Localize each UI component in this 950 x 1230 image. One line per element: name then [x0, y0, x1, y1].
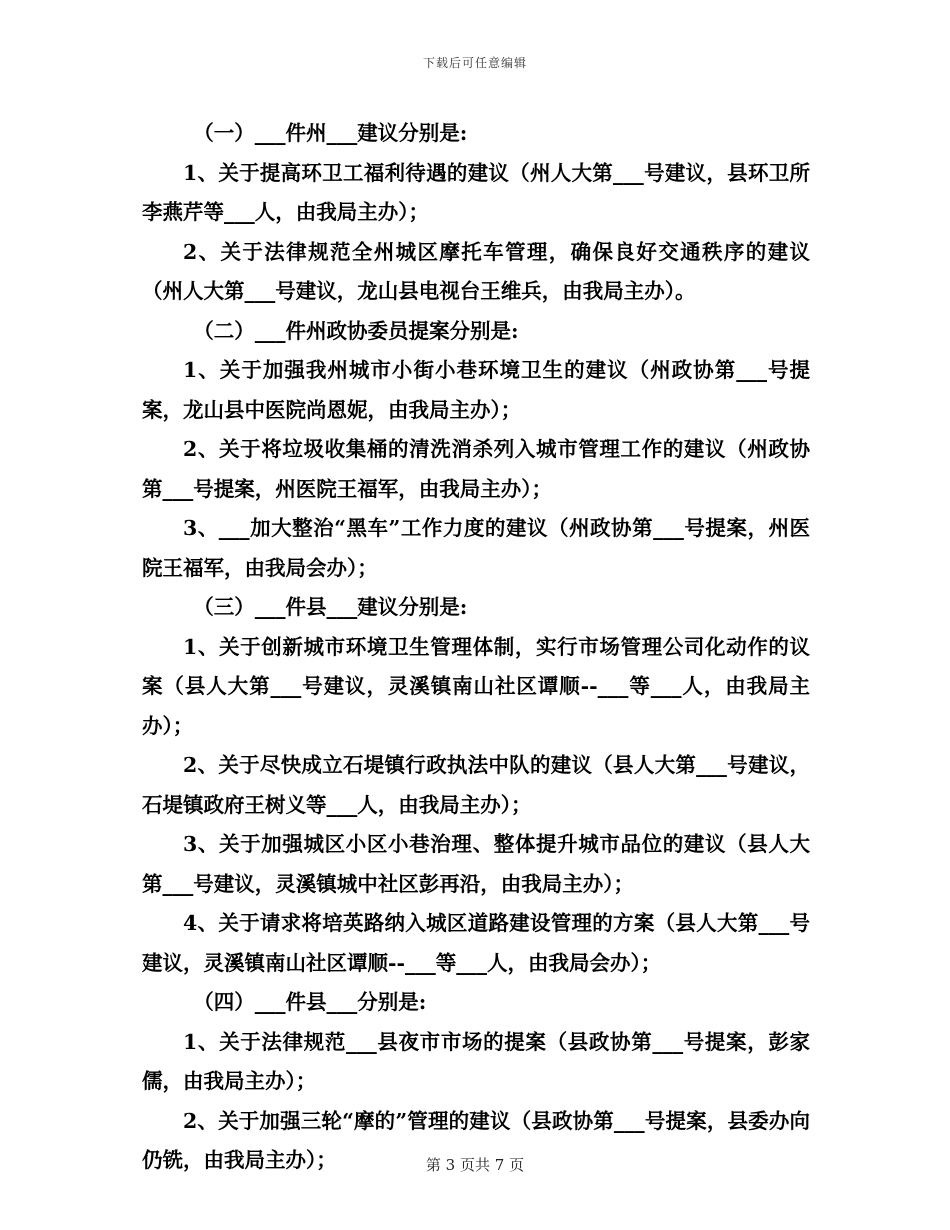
section-heading-3: （三）___件县___建议分别是: — [193, 595, 468, 619]
paragraph: 2、关于尽快成立石堤镇行政执法中队的建议（县人大第___号建议，石堤镇政府王树义等___人，由我局主办）； — [142, 753, 810, 817]
paragraph: 3、关于加强城区小区小巷治理、整体提升城市品位的建议（县人大第___号建议，灵溪镇城中社区彭再沿，由我局主办）； — [142, 832, 810, 896]
document-body — [142, 114, 810, 1181]
section-heading-4: （四）___件县___分别是: — [193, 990, 427, 1014]
section-heading-1: （一）___件州___建议分别是: — [193, 121, 468, 145]
paragraph: 1、关于法律规范___县夜市市场的提案（县政协第___号提案，彭家儒，由我局主办）； — [142, 1029, 810, 1093]
page-footer: 第 3 页共 7 页 — [425, 1156, 525, 1174]
paragraph: 1、关于创新城市环境卫生管理体制，实行市场管理公司化动作的议案（县人大第___号建议，灵溪镇南山社区谭顺--___等___人，由我局主办）； — [142, 634, 810, 738]
paragraph: 1、关于加强我州城市小街小巷环境卫生的建议（州政协第___号提案，龙山县中医院尚恩妮，由我局主办）； — [142, 358, 810, 422]
paragraph: 2、关于法律规范全州城区摩托车管理，确保良好交通秩序的建议（州人大第___号建议，龙山县电视台王维兵，由我局主办）。 — [142, 239, 810, 303]
paragraph: 2、关于加强三轮“摩的”管理的建议（县政协第___号提案，县委办向仍铣，由我局主办）； — [142, 1108, 810, 1172]
paragraph: 1、关于提高环卫工福利待遇的建议（州人大第___号建议，县环卫所李燕芹等___人，由我局主办）； — [142, 160, 810, 224]
paragraph: 3、___加大整治“黑车”工作力度的建议（州政协第___号提案，州医院王福军，由我局会办）； — [142, 516, 810, 580]
paragraph: 2、关于将垃圾收集桶的清洗消杀列入城市管理工作的建议（州政协第___号提案，州医院王福军，由我局主办）； — [142, 437, 810, 501]
page-header: 下载后可任意编辑 — [422, 56, 527, 70]
section-heading-2: （二）___件州政协委员提案分别是: — [193, 318, 519, 343]
paragraph: 4、关于请求将培英路纳入城区道路建设管理的方案（县人大第___号建议，灵溪镇南山社区谭顺--___等___人，由我局会办）； — [142, 911, 810, 975]
